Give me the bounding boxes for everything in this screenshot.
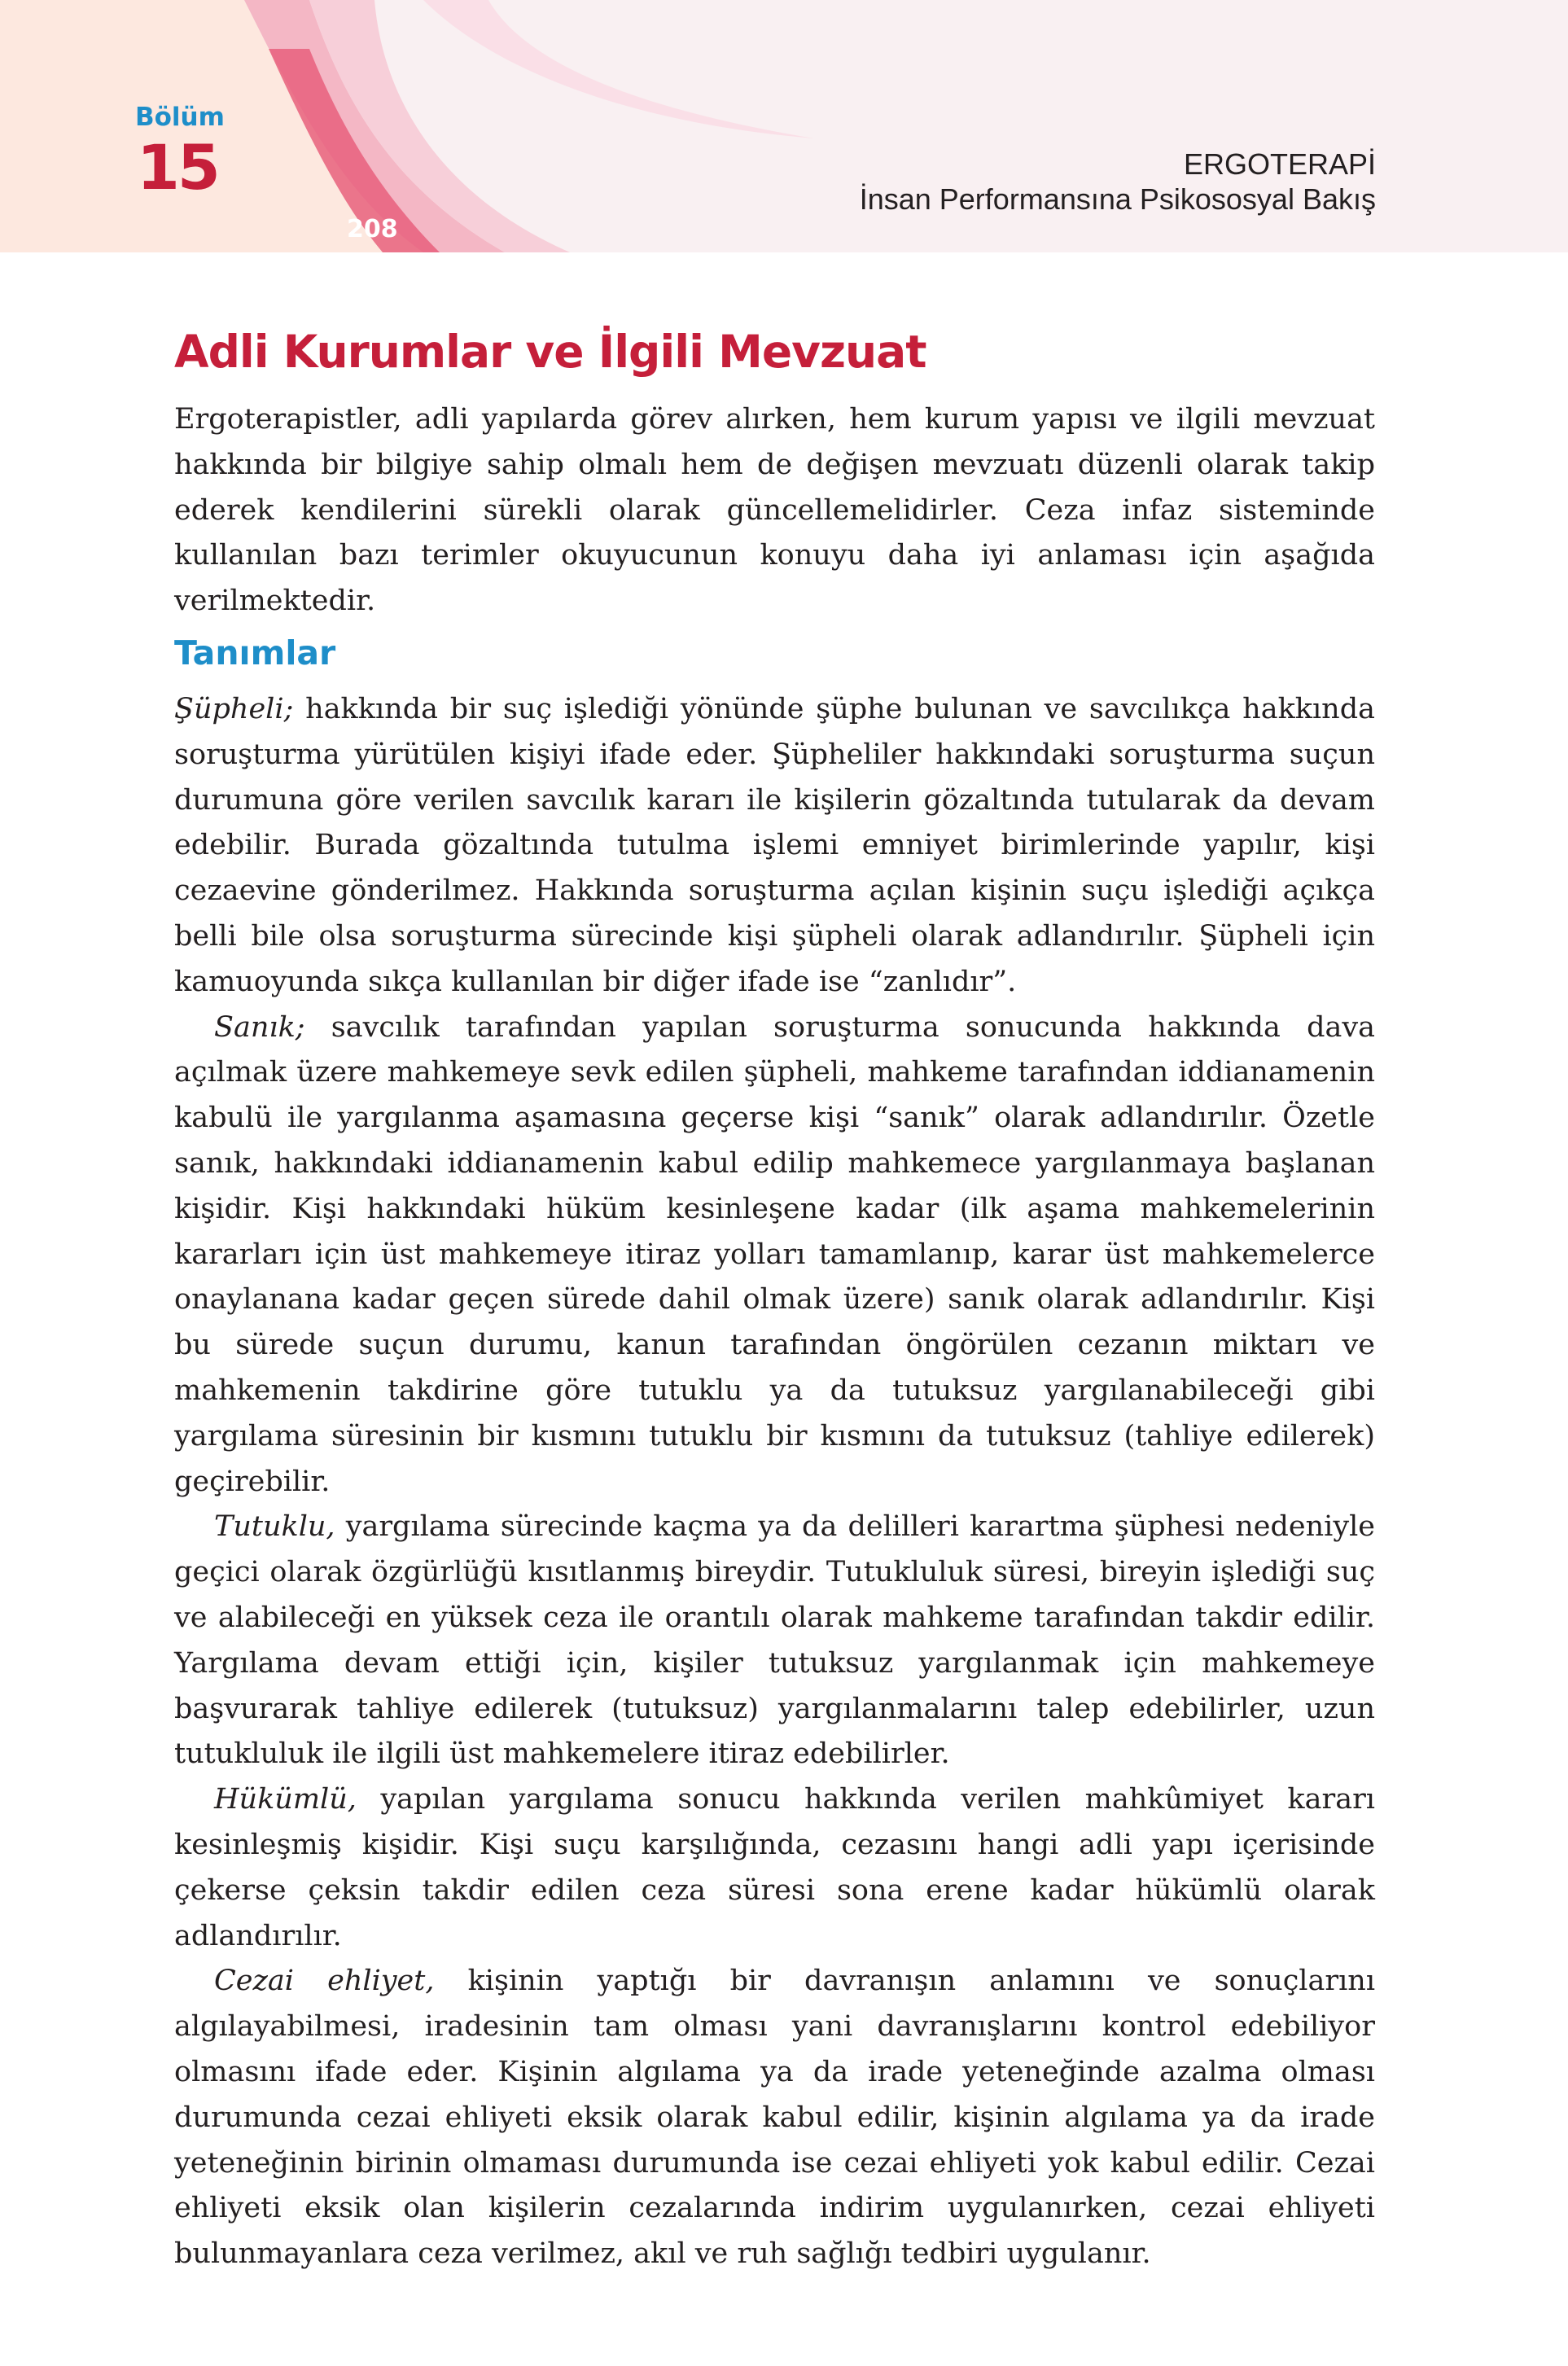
- definition-paragraph: [174, 687, 1375, 1006]
- page-number: 208: [347, 215, 398, 243]
- section-title: Adli Kurumlar ve İlgili Mevzuat: [174, 326, 926, 378]
- definition-text: kişinin yaptığı bir davranışın anlamını ve sonuçlarını algılayabilmesi, iradesinin tam olması yani davranışlarını kontrol edebiliyor olmasını ifade eder. Kişinin algılama ya da irade yeteneğinde azalma olması durumunda cezai ehliyeti eksik olarak kabul edilir, kişinin algılama ya da irade yeteneğinin birinin olmaması durumunda ise cezai ehliyeti yok kabul edilir. Cezai ehliyeti eksik olan kişilerin cezalarında indirim uygulanırken, cezai ehliyeti bulunmayanlara ceza verilmez, akıl ve ruh sağlığı tedbiri uygulanır.: [174, 1965, 1376, 2271]
- chapter-number: 15: [137, 131, 218, 204]
- definition-text: yapılan yargılama sonucu hakkında verilen mahkûmiyet kararı kesinleşmiş kişidir. Kişi suçu karşılığında, cezasını hangi adli yapı içerisinde çekerse çeksin takdir edilen ceza süresi sona erene kadar hükümlü olarak adlandırılır.: [174, 1783, 1375, 1952]
- definition-text: yargılama sürecinde kaçma ya da delilleri karartma şüphesi nedeniyle geçici olarak özgürlüğü kısıtlanmış bireydir. Tutukluluk süresi, bireyin işlediği suç ve alabileceği en yüksek ceza ile orantılı olarak mahkeme tarafından takdir edilir. Yargılama devam ettiği için, kişiler tutuksuz yargılanmak için mahkemeye başvurarak tahliye edilerek (tutuksuz) yargılanmalarını talep edebilirler, uzun tutukluluk ile ilgili üst mahkemelere itiraz edebilirler.: [174, 1510, 1375, 1771]
- definition-term: Sanık;: [214, 1010, 305, 1044]
- intro-paragraph-block: [174, 397, 1375, 624]
- definition-term: Cezai ehliyet,: [214, 1965, 435, 1998]
- definition-text: savcılık tarafından yapılan soruşturma sonucunda hakkında dava açılmak üzere mahkemeye sevk edilen şüpheli, mahkeme tarafından iddianamenin kabulü ile yargılanma aşamasına geçerse kişi “sanık” olarak adlandırılır. Özetle sanık, hakkındaki iddianamenin kabul edilip mahkemece yargılanmaya başlanan kişidir. Kişi hakkındaki hüküm kesinleşene kadar (ilk aşama mahkemelerinin kararları için üst mahkemeye itiraz yolları tamamlanıp, karar üst mahkemelerce onaylanana kadar geçen sürede dahil olmak üzere) sanık olarak adlandırılır. Kişi bu sürede suçun durumu, kanun tarafından öngörülen cezanın miktarı ve mahkemenin takdirine göre tutuklu ya da tutuksuz yargılanabileceği gibi yargılama süresinin bir kısmını tutuklu bir kısmını da tutuksuz (tahliye edilerek) geçirebilir.: [174, 1010, 1375, 1498]
- definition-text: hakkında bir suç işlediği yönünde şüphe bulunan ve savcılıkça hakkında soruşturma yürütülen kişiyi ifade eder. Şüpheliler hakkındaki soruşturma suçun durumuna göre verilen savcılık kararı ile kişilerin gözaltında tutularak da devam edebilir. Burada gözaltında tutulma işlemi emniyet birimlerinde yapılır, kişi cezaevine gönderilmez. Hakkında soruşturma açılan kişinin suçu işlediği açıkça belli bile olsa soruşturma sürecinde kişi şüpheli olarak adlandırılır. Şüpheli için kamuoyunda sıkça kullanılan bir diğer ifade ise “zanlıdır”.: [174, 693, 1375, 998]
- definition-paragraph: [174, 1505, 1375, 1777]
- intro-paragraph: Ergoterapistler, adli yapılarda görev alırken, hem kurum yapısı ve ilgili mevzuat hakkında bir bilgiye sahip olmalı hem de değişen mevzuatı düzenli olarak takip ederek kendilerini sürekli olarak güncellemelidirler. Ceza infaz sisteminde kullanılan bazı terimler okuyucunun konuyu daha iyi anlaması için aşağıda verilmektedir.: [174, 403, 1375, 618]
- chapter-label: Bölüm: [135, 103, 225, 132]
- definition-term: Hükümlü,: [214, 1783, 357, 1816]
- book-title: ERGOTERAPİ: [1183, 147, 1376, 181]
- book-subtitle: İnsan Performansına Psikososyal Bakış: [859, 182, 1376, 217]
- definition-paragraph: [174, 1777, 1375, 1959]
- definition-paragraph: [174, 1006, 1375, 1505]
- definition-paragraph: [174, 1959, 1375, 2277]
- definition-term: Tutuklu,: [214, 1510, 335, 1544]
- definitions-body: [174, 687, 1375, 2277]
- running-head: [860, 147, 1376, 217]
- definitions-heading: Tanımlar: [174, 633, 336, 673]
- definition-term: Şüpheli;: [174, 693, 294, 725]
